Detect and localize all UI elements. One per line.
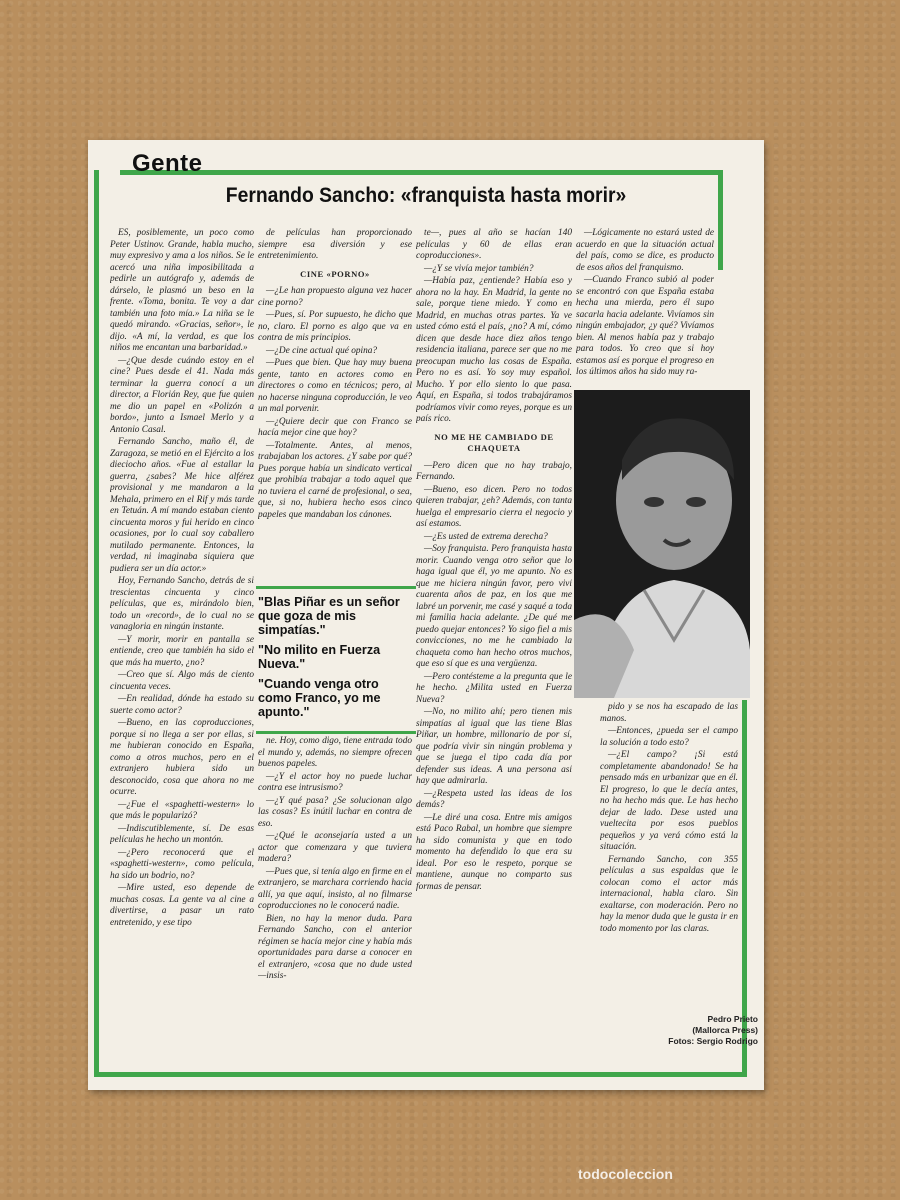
paragraph: —¿Qué le aconsejaría usted a un actor que comenzara y que tuviera madera? [258,831,412,864]
paragraph: —Y morir, morir en pantalla se entiende, creo que también ha sido el que más ha muerto, ¿no? [110,634,254,668]
portrait-photo [574,390,750,698]
paragraph: —Pero contésteme a la pregunta que le he hecho. ¿Milita usted en Fuerza Nueva? [416,671,572,705]
section-label: Gente [132,150,203,177]
paragraph: —¿Quiere decir que con Franco se hacía mejor cine que hoy? [258,416,412,438]
watermark: todocoleccion [578,1166,673,1182]
frame-bottom [94,1072,747,1077]
paragraph: —¿Y el actor hoy no puede luchar contra ese intrusismo? [258,771,412,793]
frame-top [120,170,720,175]
paragraph: —Pues que, si tenía algo en firme en el extranjero, se marchara corriendo hacia allí, ya que aquí, insisto, al no filmarse coproducciones no le conocerá nadie. [258,866,412,911]
paragraph: Hoy, Fernando Sancho, detrás de si trescientas cincuenta y cinco películas, que es, mirándolo bien, todo un «record», de lo cual no se vanagloria en ningún instante. [110,576,254,632]
portrait-illustration [574,390,750,698]
paragraph: —Bueno, eso dicen. Pero no todos quieren trabajar, ¿eh? Además, con tanta huelga el empresario cierra el negocio y así estamos. [416,484,572,529]
paragraph: —Mire usted, eso depende de muchas cosas. La gente va al cine a divertirse, a pasar un rato entretenido, y ese tipo [110,883,254,928]
paragraph: Fernando Sancho, con 355 películas a sus espaldas que le colocan como el actor más internacional, habla claro. Sin exaltarse, con moderación. Pero no hay la menor duda que le gusta ir en todo momento por las claras. [600,854,738,934]
article-column-4-bottom [600,702,738,1008]
pull-quote: "Blas Piñar es un señor que goza de mis simpatías." [258,595,400,637]
paragraph: —Soy franquista. Pero franquista hasta morir. Cuando venga otro señor que lo haga igual que él, yo me apunto. No es que me hiciera ningún favor, pero viví cuarenta años de paz, en los que me labré un porvenir, me casé y saqué a toda mi familia hacia adelante. ¿De qué me puedo quejar entonces? Yo sigo fiel a mis convicciones, no me he cambiado la chaqueta como han hecho otros muchos, que eso sí que es una vergüenza. [416,544,572,669]
paragraph: —¿Le han propuesto alguna vez hacer cine porno? [258,286,412,308]
paragraph: de películas han proporcionado siempre esa diversión y ese entretenimiento. [258,228,412,261]
paragraph: —En realidad, dónde ha estado su suerte como actor? [110,694,254,716]
paragraph: —Creo que sí. Algo más de ciento cincuenta veces. [110,670,254,692]
magazine-clipping [88,140,764,1090]
paragraph: —Cuando Franco subió al poder se encontró con que España estaba hecha una mierda, pero él supo sacarla hacia adelante. Vivíamos sin ningún embajador, ¿y qué? Vivíamos bien. Al menos había paz y trabajo para todos. Yo creo que si hoy estamos así es porque el progreso en los últimos años ha sido muy ra- [576,275,714,377]
article-column-3 [416,228,572,1064]
paragraph: ES, posiblemente, un poco como Peter Ustinov. Grande, habla mucho, muy expresivo y ama a los niños. Se le acercó una niña imposibilitada a pedirle un autógrafo y, además de dárselo, le plasmó un beso en la frente. «Toma, bonita. Te voy a dar también una foto mía.» La niña se le quedó mirando. «Gracias, señor», le dijo. «A mí, la verdad, es que los niños me encantan una barbaridad.» [110,228,254,353]
paragraph: te—, pues al año se hacían 140 películas y 60 de ellas eran coproducciones». [416,228,572,261]
pull-quote-box [256,586,416,734]
paragraph: —No, no milito ahí; pero tienen mis simpatías al igual que las tiene Blas Piñar, un hombre, millonario de por sí, que podría vivir sin ningún problema y que se juega el tipo cada día por defender sus ideas. A una persona así hay que admirarla. [416,707,572,786]
paragraph: —¿Fue el «spaghetti-western» lo que más le popularizó? [110,799,254,821]
paragraph: —Indiscutiblemente, sí. De esas películas he hecho un montón. [110,823,254,845]
paragraph: —¿Pero reconocerá que el «spaghetti-western», como película, ha sido un bodrio, no? [110,847,254,881]
paragraph: —Pero dicen que no hay trabajo, Fernando. [416,460,572,482]
paragraph: —¿Respeta usted las ideas de los demás? [416,788,572,810]
paragraph: —Lógicamente no estará usted de acuerdo en que la situación actual del país, como se dice, es producto de esos años del franquismo. [576,228,714,273]
paragraph: —Había paz, ¿entiende? Había eso y ahora no la hay. En Madrid, la gente no sale, porque tiene miedo. Y como en Madrid, en muchas otras partes. Ya ve usted cómo está el país, ¿no? A mí, cómo dicen que desde hace diez años tengo residencia italiana, parece ser que no me preocupan mucho las cosas de España. Pero no es así. Yo soy muy español. Mucho. Y por ello siento lo que pasa. Aquí, en España, si todos trabajáramos podríamos vivir como reyes, porque es un país rico. [416,276,572,424]
pull-quote: "No milito en Fuerza Nueva." [258,643,381,671]
subheading-cine-porno: CINE «PORNO» [300,268,370,279]
paragraph: pido y se nos ha escapado de las manos. [600,702,738,724]
author-name: Pedro Prieto [707,1014,758,1024]
paragraph: —¿Y qué pasa? ¿Se solucionan algo las cosas? Es inútil luchar en contra de eso. [258,795,412,829]
pull-quote: "Cuando venga otro como Franco, yo me apunto." [258,677,381,719]
article-column-2-bottom [258,736,412,1064]
article-column-4-top [576,228,714,386]
paragraph: —Le diré una cosa. Entre mis amigos está Paco Rabal, un hombre que siempre ha sido comunista y que en todo momento ha defendido lo que era su ideal. Por eso le respeto, porque se mantiene, aunque no comparto sus formas de pensar. [416,812,572,892]
article-column-2 [258,228,412,580]
byline [628,1014,758,1047]
paragraph: ne. Hoy, como digo, tiene entrada todo el mundo y, además, no siempre ofrecen buenos papeles. [258,736,412,769]
paragraph: Bien, no hay la menor duda. Para Fernando Sancho, con el anterior régimen se hacía mejor cine y había más oportunidades para darse a conocer en el extranjero, «cosa que no dude usted —insis- [258,913,412,981]
paragraph: —Pues, sí. Por supuesto, he dicho que no, claro. El porno es algo que va en contra de mis principios. [258,310,412,343]
paragraph: —Totalmente. Antes, al menos, trabajaban los actores. ¿Y sabe por qué? Pues porque había un sindicato vertical que prohibía trabajar a todo aquel que no tuviera el carné de profesional, o sea, que, si no, hubiera hecho esos cinco papeles que mandaban los cánones. [258,440,412,520]
paragraph: —Bueno, en las coproducciones, porque si no llega a ser por ellas, si me hubieran conocido en España, como a otros muchos, pero en el extranjero hubiera sido un desconocido, cosa que ahora no me ocurre. [110,718,254,797]
paragraph: Fernando Sancho, maño él, de Zaragoza, se metió en el Ejército a los dieciocho años. «Fue al estallar la guerra, ¿sabes? Me hice alférez provisional y me mandaron a la Mehala, primero en el Rif y más tarde en Tetuán. A mí mando estaban ciento cincuenta moros y fui herido en cinco ocasiones, por lo cual soy caballero mutilado permanente. Entonces, la verdad, ni imaginaba siquiera que pudiera ser un día actor.» [110,437,254,574]
photo-credit: Fotos: Sergio Rodrigo [668,1036,758,1046]
subheading-chaqueta: NO ME HE CAMBIADO DE CHAQUETA [434,431,554,453]
article-column-1 [110,228,254,1064]
paragraph: —¿De cine actual qué opina? [266,345,378,356]
paragraph: —¿Es usted de extrema derecha? [424,531,548,542]
agency-name: (Mallorca Press) [692,1025,758,1035]
paragraph: —¿Y se vivía mejor también? [424,263,534,274]
frame-left [94,170,99,1074]
paragraph: —Pues que bien. Que hay muy buena gente, tanto en actores como en directores o como en técnicos; pero, al no hacerse ninguna coproducción, le veo un mal porvenir. [258,358,412,414]
headline: Fernando Sancho: «franquista hasta morir» [225,184,627,207]
paragraph: —Entonces, ¿pueda ser el campo la solución a todo esto? [600,726,738,748]
paragraph: —¿El campo? ¡Si está completamente abandonado! Se ha pensado más en urbanizar que en él. El progreso, lo que le decía antes, no ha hecho más que. Le has hecho dejar de lado. Dese usted una vueltecita por esos pueblos pequeños y ya verá cómo está la situación. [600,750,738,852]
paragraph: —¿Que desde cuándo estoy en el cine? Pues desde el 41. Nada más terminar la guerra conocí a un director, a Florián Rey, que fue quien me dio un papel en «Polizón a bordo», junto a Ismael Merlo y a Antonio Casal. [110,355,254,435]
